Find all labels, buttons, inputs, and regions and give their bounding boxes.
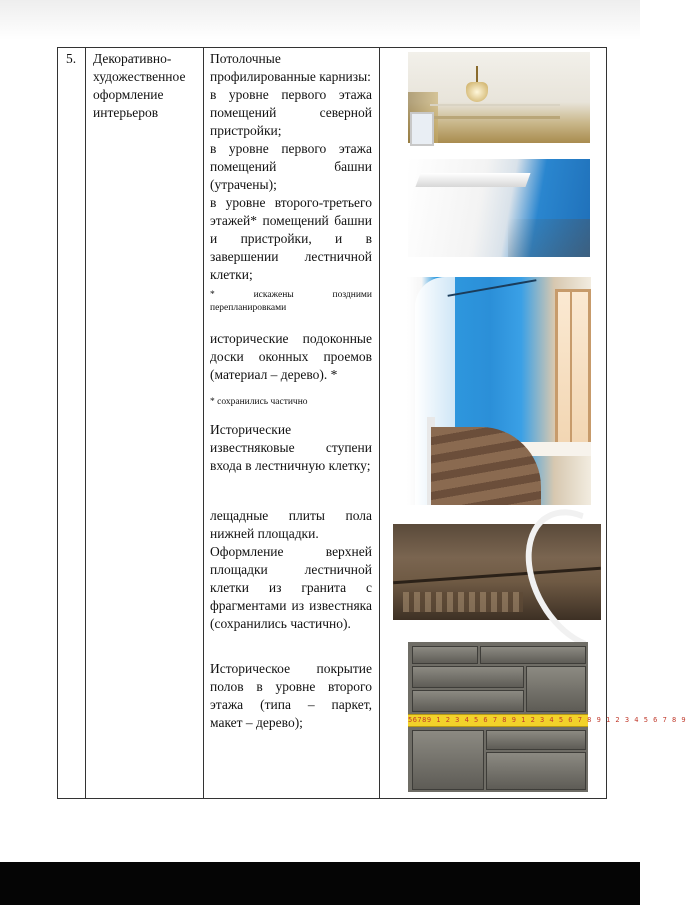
category-line: художественное [93,69,186,84]
description-line: входа в лестничную клетку; [210,458,371,473]
description-parquet [210,660,372,732]
description-line: и пристройки, и в [210,231,372,246]
description-line: (сохранились частично). [210,616,351,631]
description-line: клетки из гранита с [210,580,372,595]
description-line: исторические подоконные [210,331,372,346]
row-number: 5. [66,51,77,66]
description-line: фрагментами из известняка [210,598,372,613]
description-line: этажа (типа – паркет, [210,697,372,712]
description-line: Потолочные [210,51,281,66]
description-line: нижней площадки. [210,526,319,541]
column-divider [379,48,380,798]
stairwell-photo [407,277,591,505]
description-line: лещадные плиты пола [210,508,372,523]
description-line: (утрачены); [210,177,277,192]
description-line: пристройки; [210,123,282,138]
description-line: доски оконных проемов [210,349,372,364]
document-table [57,47,686,799]
description-line: полов в уровне второго [210,679,372,694]
parquet-floor-photo [408,642,686,792]
scan-top-shade [0,0,640,40]
description-line: Оформление верхней [210,544,372,559]
description-line: известняковые ступени [210,440,372,455]
floor-slab-photo [393,524,601,620]
description-line: помещений северной [210,105,372,120]
description-line: завершении лестничной [210,249,372,264]
description-line: Исторические [210,422,292,437]
description-line: в уровне первого этажа [210,141,372,156]
description-line: площадки лестничной [210,562,372,577]
footnote-partial: * сохранились частично [210,397,308,407]
category-cell [93,50,205,122]
column-divider [85,48,86,798]
ceiling-cornice-photo [408,52,590,143]
description-line: профилированные карнизы: [210,69,371,84]
category-line: Декоративно- [93,51,172,66]
measuring-tape: 56789 1 2 3 4 5 6 7 8 9 1 2 3 4 5 6 7 8 9 1 2 3 4 5 6 7 8 9 [408,714,588,727]
footnote-distorted: * искажены поздними [210,290,372,300]
description-cornices [210,50,372,284]
footnote-distorted-cont: перепланировками [210,303,287,313]
description-sills [210,330,372,384]
description-line: этажей* помещений башни [210,213,372,228]
description-line: макет – дерево); [210,715,303,730]
description-line: помещений башни [210,159,372,174]
description-line: клетки; [210,267,253,282]
description-line: в уровне первого этажа [210,87,372,102]
category-line: оформление [93,87,164,102]
description-steps [210,421,372,475]
description-line: в уровне второго-третьего [210,195,372,210]
description-floor-slabs [210,507,372,633]
corner-cornice-photo [408,159,590,257]
column-divider [203,48,204,798]
description-line: Историческое покрытие [210,661,372,676]
scan-bottom-edge [0,862,640,905]
description-line: (материал – дерево). * [210,367,338,382]
category-line: интерьеров [93,105,159,120]
